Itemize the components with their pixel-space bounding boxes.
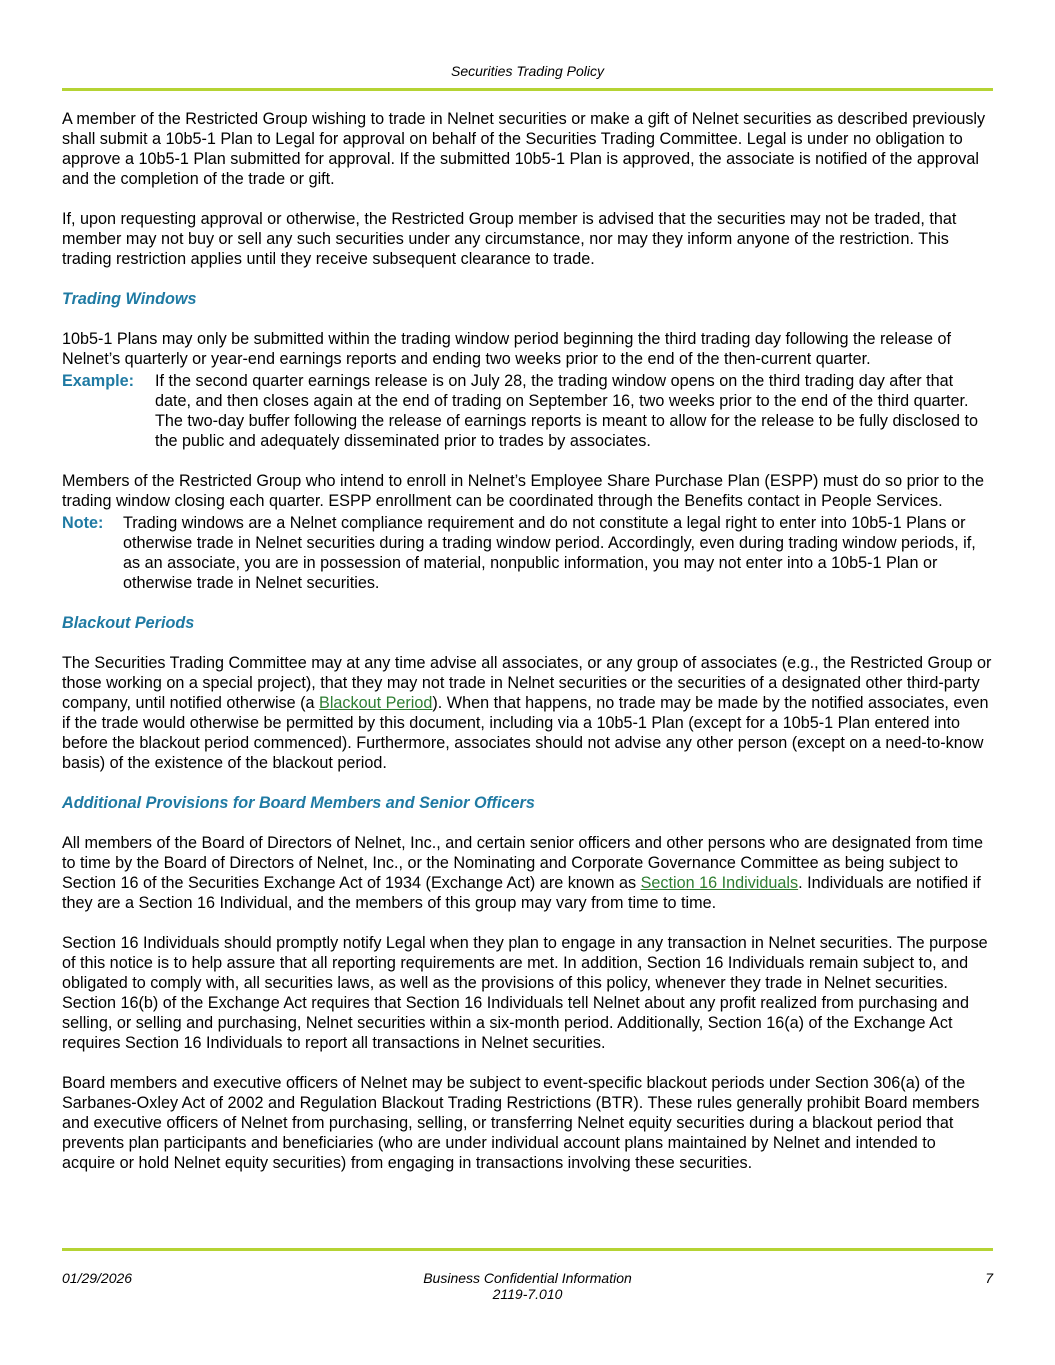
footer-classification: Business Confidential Information	[423, 1270, 632, 1286]
footer-rule	[62, 1248, 993, 1251]
section16-text-before: All members of the Board of Directors of Nelnet, Inc., and certain senior officers and other persons who are designated from time to time by the Board of Directors of Nelnet, Inc., or the Nominating and Corporate Governance Committee as being subject to Section 16 of the Securities Exchange Act of 1934 (Exchange Act) are known as	[62, 834, 984, 892]
blackout-text-after: ). When that happens, no trade may be made by the notified associates, even if the trade would otherwise be permitted by this document, including via a 10b5-1 Plan (except for a 10b5-1 Plan entered into before the blackout period commenced). Furthermore, associates should not advise any other person (except on a need-to-know basis) of the existence of the blackout period.	[62, 694, 989, 772]
paragraph-section16-definition	[62, 833, 993, 913]
heading-additional-provisions: Additional Provisions for Board Members and Senior Officers	[62, 794, 535, 812]
header-title: Securities Trading Policy	[450, 63, 605, 79]
footer-doc-number: 2119-7.010	[492, 1286, 563, 1302]
section16-text-after: . Individuals are notified if they are a Section 16 Individual, and the members of this group may vary from time to time.	[62, 874, 981, 912]
paragraph-trading-window: 10b5-1 Plans may only be submitted within the trading window period beginning the third trading day following the release of Nelnet’s quarterly or year-end earnings reports and ending two weeks prior to the end of the then-current quarter.	[62, 330, 952, 368]
example-callout	[62, 371, 993, 451]
note-callout	[62, 513, 993, 593]
blackout-text-before: The Securities Trading Committee may at any time advise all associates, or any group of associates (e.g., the Restricted Group or those working on a special project), that they may not trade in Nelnet securities or the securities of a designated other third-party company, until notified otherwise (a	[62, 654, 992, 712]
document-body	[62, 109, 993, 1193]
paragraph-section16-notify: Section 16 Individuals should promptly notify Legal when they plan to engage in any transaction in Nelnet securities. The purpose of this notice is to help assure that all reporting requirements are met. In addition, Section 16 Individuals remain subject to, and obligated to comply with, all securities laws, as well as the provisions of this policy, whenever they trade in Nelnet securities. Section 16(b) of the Exchange Act requires that Section 16 Individuals tell Nelnet about any profit realized from purchasing and selling, or selling and purchasing, Nelnet securities within a six-month period. Additionally, Section 16(a) of the Exchange Act requires Section 16 Individuals to report all transactions in Nelnet securities.	[62, 934, 988, 1052]
example-text: If the second quarter earnings release is on July 28, the trading window opens on the third trading day after that date, and then closes again at the end of trading on September 16, two weeks prior to the end of the third quarter. The two-day buffer following the release of earnings reports is meant to allow for the release to be fully disclosed to the public and adequately disseminated prior to trades by associates.	[155, 372, 979, 450]
blackout-period-link[interactable]: Blackout Period	[319, 694, 433, 712]
example-label: Example:	[62, 372, 134, 390]
paragraph-blackout	[62, 653, 993, 773]
heading-trading-windows: Trading Windows	[62, 290, 197, 308]
note-label: Note:	[62, 514, 104, 532]
paragraph-restriction: If, upon requesting approval or otherwise, the Restricted Group member is advised that the securities may not be traded, that member may not buy or sell any such securities under any circumstance, nor may they inform anyone of the restriction. This trading restriction applies until they receive subsequent clearance to trade.	[62, 210, 957, 268]
footer-date: 01/29/2026	[62, 1270, 133, 1286]
note-text: Trading windows are a Nelnet compliance requirement and do not constitute a legal right to enter into 10b5-1 Plans or otherwise trade in Nelnet securities during a trading window period. Accordingly, even during trading window periods, if, as an associate, you are in possession of material, nonpublic information, you may not enter into a 10b5-1 Plan or otherwise trade in Nelnet securities.	[123, 514, 976, 592]
header-rule	[62, 88, 993, 91]
heading-blackout-periods: Blackout Periods	[62, 614, 195, 632]
section-16-individuals-link[interactable]: Section 16 Individuals	[640, 874, 799, 892]
footer-center	[62, 1270, 993, 1302]
paragraph-sox-blackout: Board members and executive officers of Nelnet may be subject to event-specific blackout periods under Section 306(a) of the Sarbanes-Oxley Act of 2002 and Regulation Blackout Trading Restrictions (BTR). These rules generally prohibit Board members and executive officers of Nelnet from purchasing, selling, or transferring Nelnet equity securities during a blackout period that prevents plan participants and beneficiaries (who are under individual account plans maintained by Nelnet and intended to acquire or hold Nelnet equity securities) from engaging in transactions involving these securities.	[62, 1074, 980, 1172]
paragraph-10b5-1-submission: A member of the Restricted Group wishing to trade in Nelnet securities or make a gift of Nelnet securities as described previously shall submit a 10b5-1 Plan to Legal for approval on behalf of the Securities Trading Committee. Legal is under no obligation to approve a 10b5-1 Plan submitted for approval. If the submitted 10b5-1 Plan is approved, the associate is notified of the approval and the completion of the trade or gift.	[62, 110, 986, 188]
paragraph-espp: Members of the Restricted Group who intend to enroll in Nelnet’s Employee Share Purchase Plan (ESPP) must do so prior to the trading window closing each quarter. ESPP enrollment can be coordinated through the Benefits contact in People Services.	[62, 472, 984, 510]
footer-page-number: 7	[985, 1270, 993, 1286]
